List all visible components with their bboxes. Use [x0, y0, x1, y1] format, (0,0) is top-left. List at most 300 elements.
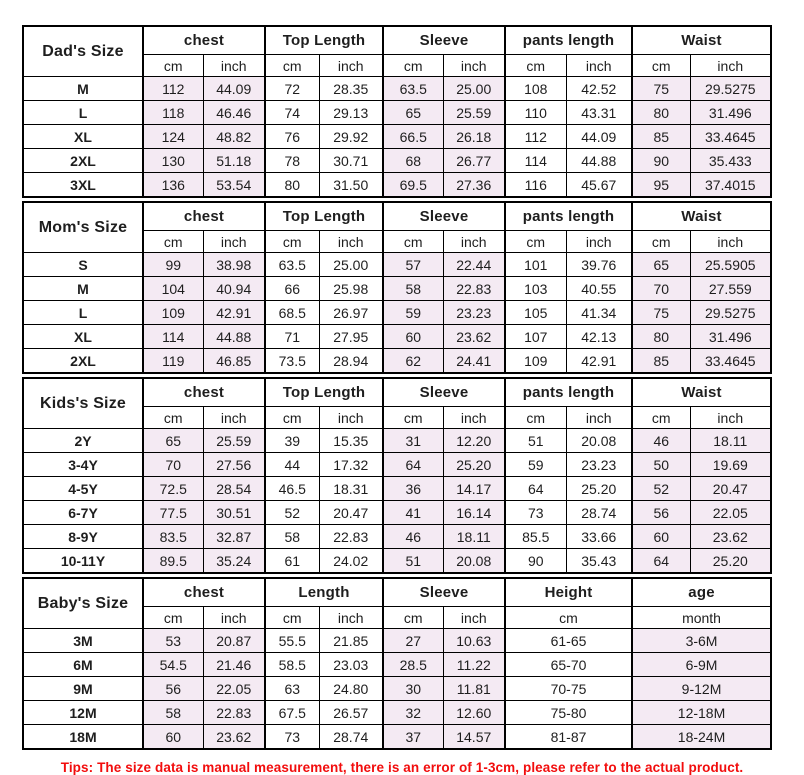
value-cell: 72.5 [143, 477, 203, 501]
value-cell: 61 [265, 549, 319, 574]
value-cell: 14.57 [443, 725, 505, 750]
value-cell: 116 [505, 173, 566, 198]
column-group-header: chest [143, 378, 265, 407]
value-cell: 110 [505, 101, 566, 125]
unit-header: inch [203, 231, 265, 253]
table-row [23, 125, 771, 149]
header-row-groups [23, 378, 771, 407]
header-row-groups [23, 26, 771, 55]
tips-note: Tips: The size data is manual measurement, there is an error of 1-3cm, please refer to the actual product. [60, 760, 744, 775]
header-row-groups [23, 578, 771, 607]
value-cell: 74 [265, 101, 319, 125]
table-row [23, 701, 771, 725]
table-row [23, 301, 771, 325]
value-cell: 35.24 [203, 549, 265, 574]
value-cell: 25.00 [319, 253, 383, 277]
unit-header: cm [632, 231, 690, 253]
value-cell: 108 [505, 77, 566, 101]
column-group-header: Top Length [265, 378, 383, 407]
value-cell: 17.32 [319, 453, 383, 477]
value-cell: 59 [505, 453, 566, 477]
value-cell: 119 [143, 349, 203, 374]
unit-header: cm [505, 55, 566, 77]
value-cell: 24.80 [319, 677, 383, 701]
table-row [23, 173, 771, 198]
value-cell: 75 [632, 77, 690, 101]
value-cell: 72 [265, 77, 319, 101]
value-cell: 118 [143, 101, 203, 125]
value-cell: 105 [505, 301, 566, 325]
value-cell: 63.5 [383, 77, 443, 101]
table-row [23, 101, 771, 125]
size-label: 3M [23, 629, 143, 653]
value-cell: 65 [632, 253, 690, 277]
value-cell: 83.5 [143, 525, 203, 549]
table-row [23, 77, 771, 101]
value-cell: 25.20 [443, 453, 505, 477]
unit-header: inch [690, 231, 771, 253]
value-cell: 90 [632, 149, 690, 173]
value-cell: 70-75 [505, 677, 632, 701]
value-cell: 25.59 [203, 429, 265, 453]
value-cell: 75 [632, 301, 690, 325]
value-cell: 114 [143, 325, 203, 349]
column-group-header: Sleeve [383, 378, 505, 407]
value-cell: 58 [143, 701, 203, 725]
value-cell: 22.83 [203, 701, 265, 725]
table-row [23, 501, 771, 525]
value-cell: 44 [265, 453, 319, 477]
unit-header: cm [383, 607, 443, 629]
size-label: 6-7Y [23, 501, 143, 525]
value-cell: 25.59 [443, 101, 505, 125]
table-row [23, 349, 771, 374]
unit-header: cm [143, 231, 203, 253]
column-group-header: Sleeve [383, 202, 505, 231]
column-group-header: Height [505, 578, 632, 607]
column-group-header: Waist [632, 378, 771, 407]
size-label: 10-11Y [23, 549, 143, 574]
value-cell: 42.91 [566, 349, 632, 374]
table-row [23, 653, 771, 677]
value-cell: 75-80 [505, 701, 632, 725]
value-cell: 107 [505, 325, 566, 349]
value-cell: 99 [143, 253, 203, 277]
value-cell: 67.5 [265, 701, 319, 725]
value-cell: 42.13 [566, 325, 632, 349]
value-cell: 57 [383, 253, 443, 277]
value-cell: 27 [383, 629, 443, 653]
value-cell: 27.95 [319, 325, 383, 349]
value-cell: 42.91 [203, 301, 265, 325]
value-cell: 28.54 [203, 477, 265, 501]
value-cell: 26.57 [319, 701, 383, 725]
value-cell: 43.31 [566, 101, 632, 125]
value-cell: 76 [265, 125, 319, 149]
value-cell: 28.94 [319, 349, 383, 374]
unit-header: inch [690, 407, 771, 429]
value-cell: 25.5905 [690, 253, 771, 277]
column-group-header: Sleeve [383, 26, 505, 55]
value-cell: 60 [383, 325, 443, 349]
value-cell: 29.13 [319, 101, 383, 125]
value-cell: 52 [632, 477, 690, 501]
value-cell: 28.5 [383, 653, 443, 677]
value-cell: 136 [143, 173, 203, 198]
value-cell: 22.44 [443, 253, 505, 277]
value-cell: 46.85 [203, 349, 265, 374]
value-cell: 65-70 [505, 653, 632, 677]
value-cell: 53.54 [203, 173, 265, 198]
column-group-header: age [632, 578, 771, 607]
unit-header: inch [203, 55, 265, 77]
value-cell: 77.5 [143, 501, 203, 525]
column-group-header: chest [143, 202, 265, 231]
value-cell: 64 [632, 549, 690, 574]
unit-header: inch [203, 607, 265, 629]
unit-header: cm [383, 407, 443, 429]
value-cell: 6-9M [632, 653, 771, 677]
value-cell: 25.20 [566, 477, 632, 501]
value-cell: 41 [383, 501, 443, 525]
column-group-header: Waist [632, 26, 771, 55]
unit-header: cm [143, 407, 203, 429]
value-cell: 85.5 [505, 525, 566, 549]
column-group-header: pants length [505, 378, 632, 407]
value-cell: 20.08 [566, 429, 632, 453]
value-cell: 21.46 [203, 653, 265, 677]
value-cell: 68.5 [265, 301, 319, 325]
size-label: 18M [23, 725, 143, 750]
value-cell: 23.62 [443, 325, 505, 349]
value-cell: 31 [383, 429, 443, 453]
value-cell: 78 [265, 149, 319, 173]
value-cell: 36 [383, 477, 443, 501]
unit-header: inch [443, 55, 505, 77]
value-cell: 60 [143, 725, 203, 750]
value-cell: 114 [505, 149, 566, 173]
value-cell: 31.496 [690, 101, 771, 125]
value-cell: 65 [143, 429, 203, 453]
size-label: 2Y [23, 429, 143, 453]
unit-header: inch [443, 407, 505, 429]
size-label: 2XL [23, 149, 143, 173]
header-row-groups [23, 202, 771, 231]
unit-header: cm [265, 55, 319, 77]
value-cell: 18-24M [632, 725, 771, 750]
value-cell: 44.09 [566, 125, 632, 149]
value-cell: 12-18M [632, 701, 771, 725]
unit-header: cm [265, 607, 319, 629]
value-cell: 130 [143, 149, 203, 173]
size-table-1 [22, 201, 772, 374]
value-cell: 101 [505, 253, 566, 277]
value-cell: 10.63 [443, 629, 505, 653]
value-cell: 33.4645 [690, 349, 771, 374]
value-cell: 51 [383, 549, 443, 574]
value-cell: 65 [383, 101, 443, 125]
unit-header: cm [505, 407, 566, 429]
value-cell: 38.98 [203, 253, 265, 277]
size-label: M [23, 77, 143, 101]
value-cell: 51 [505, 429, 566, 453]
value-cell: 20.87 [203, 629, 265, 653]
value-cell: 37 [383, 725, 443, 750]
value-cell: 32.87 [203, 525, 265, 549]
column-group-header: Waist [632, 202, 771, 231]
unit-header: inch [319, 231, 383, 253]
value-cell: 39.76 [566, 253, 632, 277]
value-cell: 73 [505, 501, 566, 525]
value-cell: 26.77 [443, 149, 505, 173]
value-cell: 71 [265, 325, 319, 349]
value-cell: 29.5275 [690, 301, 771, 325]
value-cell: 81-87 [505, 725, 632, 750]
value-cell: 69.5 [383, 173, 443, 198]
table-row [23, 677, 771, 701]
value-cell: 15.35 [319, 429, 383, 453]
unit-header: cm [505, 231, 566, 253]
value-cell: 20.08 [443, 549, 505, 574]
unit-header: cm [383, 231, 443, 253]
value-cell: 22.05 [203, 677, 265, 701]
value-cell: 27.36 [443, 173, 505, 198]
table-row [23, 429, 771, 453]
table-row [23, 725, 771, 750]
table-row [23, 549, 771, 574]
column-group-header: pants length [505, 26, 632, 55]
unit-header: inch [203, 407, 265, 429]
value-cell: 103 [505, 277, 566, 301]
value-cell: 58 [383, 277, 443, 301]
value-cell: 56 [632, 501, 690, 525]
table-row [23, 525, 771, 549]
value-cell: 64 [383, 453, 443, 477]
column-group-header: Top Length [265, 26, 383, 55]
value-cell: 27.559 [690, 277, 771, 301]
value-cell: 85 [632, 125, 690, 149]
size-label: 3XL [23, 173, 143, 198]
value-cell: 50 [632, 453, 690, 477]
value-cell: 70 [632, 277, 690, 301]
value-cell: 112 [143, 77, 203, 101]
value-cell: 60 [632, 525, 690, 549]
value-cell: 23.62 [203, 725, 265, 750]
size-chart-tables [22, 25, 804, 750]
value-cell: 63 [265, 677, 319, 701]
table-row [23, 253, 771, 277]
column-group-header: pants length [505, 202, 632, 231]
column-group-header: chest [143, 578, 265, 607]
unit-header: inch [319, 607, 383, 629]
value-cell: 28.74 [566, 501, 632, 525]
value-cell: 25.00 [443, 77, 505, 101]
value-cell: 11.22 [443, 653, 505, 677]
value-cell: 19.69 [690, 453, 771, 477]
value-cell: 29.5275 [690, 77, 771, 101]
value-cell: 22.83 [319, 525, 383, 549]
column-group-header: Top Length [265, 202, 383, 231]
value-cell: 28.74 [319, 725, 383, 750]
value-cell: 73.5 [265, 349, 319, 374]
value-cell: 42.52 [566, 77, 632, 101]
value-cell: 30.51 [203, 501, 265, 525]
value-cell: 62 [383, 349, 443, 374]
section-title: Baby's Size [23, 578, 143, 629]
value-cell: 109 [143, 301, 203, 325]
unit-header: inch [443, 231, 505, 253]
size-label: S [23, 253, 143, 277]
value-cell: 40.94 [203, 277, 265, 301]
value-cell: 22.05 [690, 501, 771, 525]
value-cell: 89.5 [143, 549, 203, 574]
unit-header: cm [505, 607, 632, 629]
value-cell: 12.20 [443, 429, 505, 453]
value-cell: 66 [265, 277, 319, 301]
section-title: Dad's Size [23, 26, 143, 77]
value-cell: 3-6M [632, 629, 771, 653]
value-cell: 32 [383, 701, 443, 725]
size-label: L [23, 301, 143, 325]
value-cell: 18.31 [319, 477, 383, 501]
size-label: 4-5Y [23, 477, 143, 501]
size-table-0 [22, 25, 772, 198]
unit-header: inch [690, 55, 771, 77]
value-cell: 63.5 [265, 253, 319, 277]
value-cell: 23.23 [566, 453, 632, 477]
size-table-2 [22, 377, 772, 574]
size-label: 2XL [23, 349, 143, 374]
value-cell: 95 [632, 173, 690, 198]
value-cell: 26.18 [443, 125, 505, 149]
size-label: 9M [23, 677, 143, 701]
value-cell: 33.66 [566, 525, 632, 549]
value-cell: 46.5 [265, 477, 319, 501]
value-cell: 21.85 [319, 629, 383, 653]
value-cell: 23.23 [443, 301, 505, 325]
unit-header: inch [319, 55, 383, 77]
value-cell: 46 [632, 429, 690, 453]
unit-header: cm [143, 55, 203, 77]
size-label: XL [23, 325, 143, 349]
value-cell: 11.81 [443, 677, 505, 701]
value-cell: 20.47 [690, 477, 771, 501]
value-cell: 23.03 [319, 653, 383, 677]
size-table-3 [22, 577, 772, 750]
value-cell: 24.41 [443, 349, 505, 374]
value-cell: 18.11 [443, 525, 505, 549]
unit-header: inch [319, 407, 383, 429]
value-cell: 61-65 [505, 629, 632, 653]
value-cell: 53 [143, 629, 203, 653]
value-cell: 124 [143, 125, 203, 149]
value-cell: 48.82 [203, 125, 265, 149]
value-cell: 27.56 [203, 453, 265, 477]
value-cell: 30.71 [319, 149, 383, 173]
value-cell: 20.47 [319, 501, 383, 525]
table-row [23, 149, 771, 173]
value-cell: 25.20 [690, 549, 771, 574]
value-cell: 44.88 [203, 325, 265, 349]
value-cell: 56 [143, 677, 203, 701]
unit-header: month [632, 607, 771, 629]
value-cell: 70 [143, 453, 203, 477]
value-cell: 39 [265, 429, 319, 453]
column-group-header: Length [265, 578, 383, 607]
value-cell: 31.496 [690, 325, 771, 349]
table-row [23, 277, 771, 301]
section-title: Mom's Size [23, 202, 143, 253]
size-label: 8-9Y [23, 525, 143, 549]
value-cell: 58 [265, 525, 319, 549]
value-cell: 66.5 [383, 125, 443, 149]
value-cell: 35.43 [566, 549, 632, 574]
column-group-header: Sleeve [383, 578, 505, 607]
value-cell: 23.62 [690, 525, 771, 549]
value-cell: 52 [265, 501, 319, 525]
size-label: M [23, 277, 143, 301]
value-cell: 55.5 [265, 629, 319, 653]
value-cell: 35.433 [690, 149, 771, 173]
value-cell: 31.50 [319, 173, 383, 198]
value-cell: 54.5 [143, 653, 203, 677]
value-cell: 30 [383, 677, 443, 701]
value-cell: 90 [505, 549, 566, 574]
value-cell: 18.11 [690, 429, 771, 453]
value-cell: 80 [632, 325, 690, 349]
value-cell: 44.09 [203, 77, 265, 101]
unit-header: cm [265, 407, 319, 429]
unit-header: inch [566, 55, 632, 77]
value-cell: 46 [383, 525, 443, 549]
value-cell: 44.88 [566, 149, 632, 173]
unit-header: inch [443, 607, 505, 629]
value-cell: 112 [505, 125, 566, 149]
value-cell: 9-12M [632, 677, 771, 701]
value-cell: 68 [383, 149, 443, 173]
value-cell: 80 [632, 101, 690, 125]
value-cell: 12.60 [443, 701, 505, 725]
value-cell: 109 [505, 349, 566, 374]
table-row [23, 629, 771, 653]
value-cell: 80 [265, 173, 319, 198]
value-cell: 33.4645 [690, 125, 771, 149]
value-cell: 24.02 [319, 549, 383, 574]
size-label: 6M [23, 653, 143, 677]
value-cell: 26.97 [319, 301, 383, 325]
table-row [23, 325, 771, 349]
unit-header: inch [566, 407, 632, 429]
section-title: Kids's Size [23, 378, 143, 429]
value-cell: 29.92 [319, 125, 383, 149]
value-cell: 46.46 [203, 101, 265, 125]
unit-header: cm [265, 231, 319, 253]
value-cell: 85 [632, 349, 690, 374]
value-cell: 22.83 [443, 277, 505, 301]
unit-header: cm [632, 407, 690, 429]
value-cell: 64 [505, 477, 566, 501]
value-cell: 73 [265, 725, 319, 750]
value-cell: 51.18 [203, 149, 265, 173]
size-label: 3-4Y [23, 453, 143, 477]
value-cell: 25.98 [319, 277, 383, 301]
value-cell: 41.34 [566, 301, 632, 325]
value-cell: 40.55 [566, 277, 632, 301]
value-cell: 59 [383, 301, 443, 325]
value-cell: 37.4015 [690, 173, 771, 198]
value-cell: 104 [143, 277, 203, 301]
size-label: L [23, 101, 143, 125]
